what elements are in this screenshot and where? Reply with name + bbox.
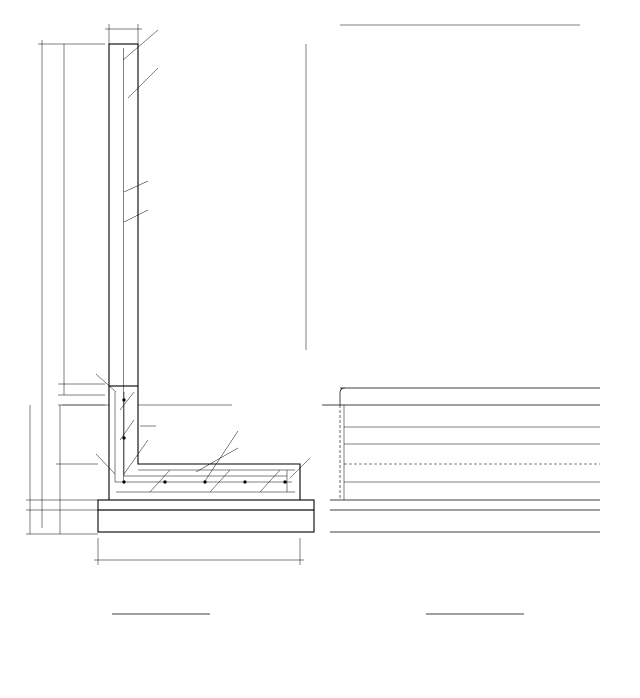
- elevation-view: [306, 25, 600, 614]
- section-view: [26, 24, 314, 614]
